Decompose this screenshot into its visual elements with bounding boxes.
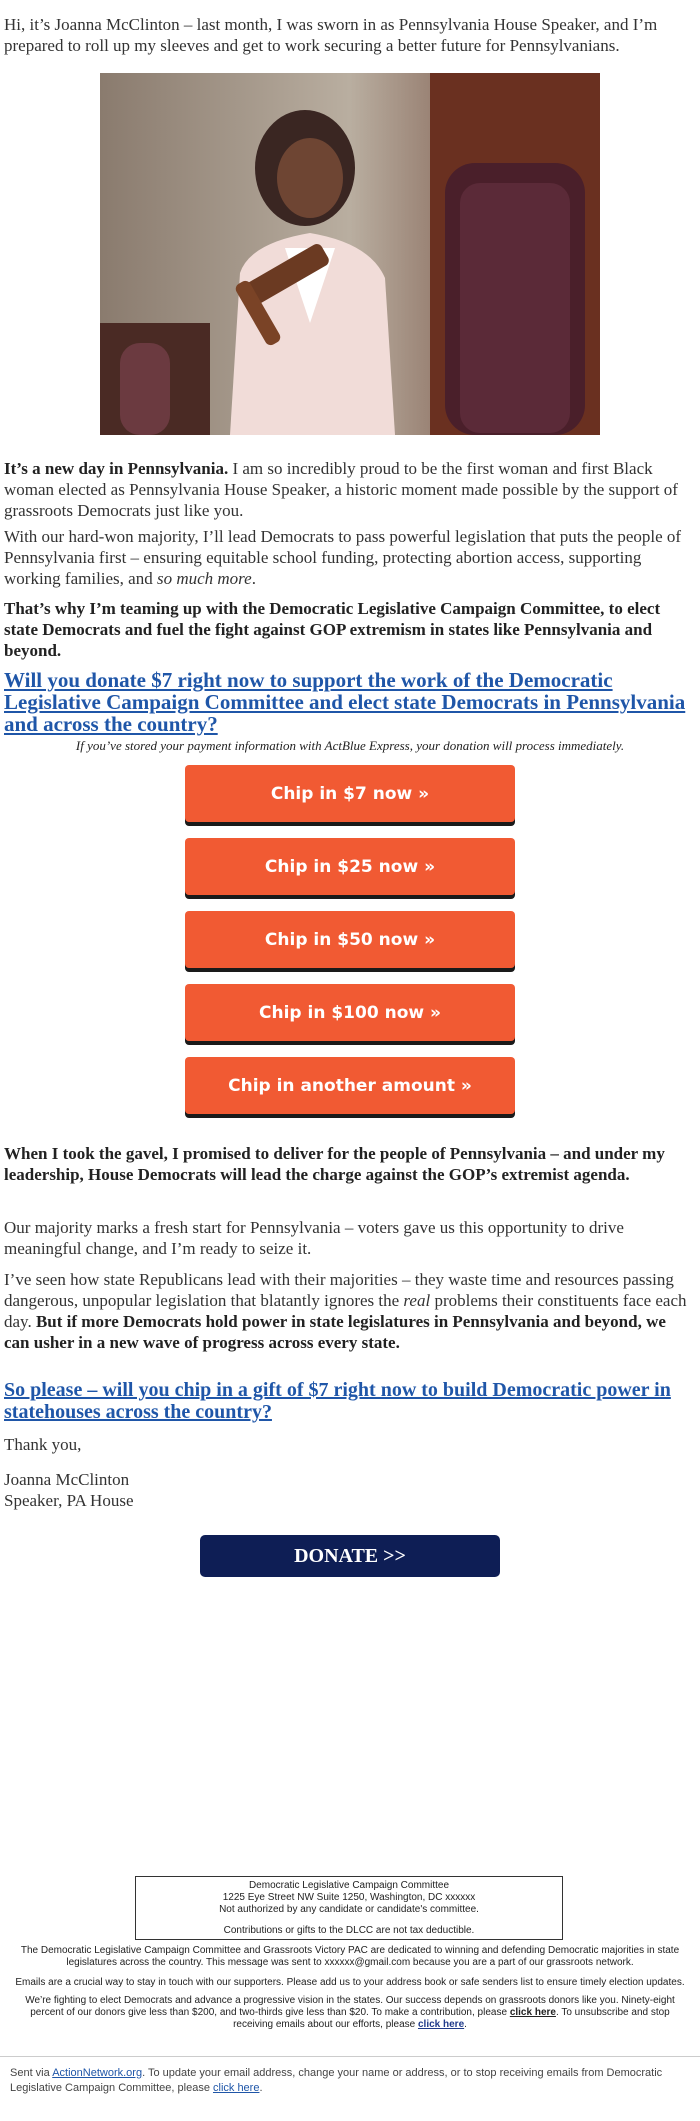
chip-100-button[interactable]: Chip in $100 now » xyxy=(185,984,515,1041)
majority-end: . xyxy=(251,569,256,588)
footer-fighting xyxy=(10,1995,690,2031)
footer-fighting-text: We’re fighting to elect Democrats and advance a progressive vision in the states. Our success depends on grassroots donors like you. Ninety-eight percent of our donors give less than $200, and two-thirds give less than $20. To make a contribution, please xyxy=(25,1995,675,2018)
update-email-link[interactable]: click here xyxy=(213,2082,260,2094)
footer-dedication: The Democratic Legislative Campaign Committee and Grassroots Victory PAC are dedicated to winning and defending Democratic majorities in state legislatures across the country. This message was sent to xxxxxx@gmail.com because you are a part of our grassroots network. xyxy=(20,1945,680,1968)
signature-title: Speaker, PA House xyxy=(4,1491,134,1510)
signature-name: Joanna McClinton xyxy=(4,1470,130,1489)
majority-italic: so much more xyxy=(156,569,252,588)
contribute-link[interactable]: click here xyxy=(509,2007,556,2018)
intro-paragraph: Hi, it’s Joanna McClinton – last month, I was sworn in as Pennsylvania House Speaker, and I’m prepared to roll up my sleeves and get to work securing a better future for Pennsylvanians. xyxy=(4,15,658,55)
speaker-photo-illustration xyxy=(100,73,600,435)
paragraph-republicans xyxy=(4,1269,694,1353)
donation-ask-link-2[interactable]: So please – will you chip in a gift of $7 right now to build Democratic power in statehouses across the country? xyxy=(4,1379,671,1423)
address-tax: Contributions or gifts to the DLCC are not tax deductible. xyxy=(223,1925,475,1936)
paragraph-gavel: When I took the gavel, I promised to deliver for the people of Pennsylvania – and under my leadership, House Democrats will lead the charge against the GOP’s extremist agenda. xyxy=(4,1144,665,1184)
thanks-text: Thank you, xyxy=(4,1435,82,1454)
majority-text: With our hard-won majority, I’ll lead Democrats to pass powerful legislation that puts the people of Pennsylvania first – ensuring equitable school funding, protecting abortion access, supporting working families, and xyxy=(4,527,682,588)
chip-7-button[interactable]: Chip in $7 now » xyxy=(185,765,515,822)
new-day-text: I am so incredibly proud to be the first woman and first Black woman elected as Pennsylvania House Speaker, a historic moment made possible by the support of grassroots Democrats just like you. xyxy=(4,459,678,520)
address-street: 1225 Eye Street NW Suite 1250, Washington, DC xxxxxx xyxy=(222,1892,476,1903)
address-auth: Not authorized by any candidate or candidate's committee. xyxy=(219,1904,479,1915)
paragraph-fresh-start: Our majority marks a fresh start for Pennsylvania – voters gave us this opportunity to drive meaningful change, and I’m ready to seize it. xyxy=(4,1218,624,1258)
sent-via-text xyxy=(10,2066,690,2096)
actblue-note: If you’ve stored your payment information with ActBlue Express, your donation will process immediately. xyxy=(75,738,625,753)
footer-fighting-text-2: . To unsubscribe and stop receiving emails about our efforts, please xyxy=(233,2007,670,2030)
actionnetwork-link[interactable]: ActionNetwork.org xyxy=(52,2067,143,2079)
paragraph-majority xyxy=(4,526,694,589)
footer-emails: Emails are a crucial way to stay in touch with our supporters. Please add us to your address book or safe senders list to ensure timely election updates. xyxy=(15,1977,685,1988)
address-org: Democratic Legislative Campaign Committee xyxy=(248,1880,450,1891)
unsubscribe-link[interactable]: click here xyxy=(417,2019,465,2030)
speaker-photo xyxy=(100,73,600,435)
republicans-text-2: problems their constituents face each day. xyxy=(4,1291,687,1331)
footer-divider xyxy=(0,2056,700,2057)
republicans-text: I’ve seen how state Republicans lead with their majorities – they waste time and resources passing dangerous, unpopular legislation that blatantly ignores the xyxy=(4,1270,674,1310)
paragraph-new-day xyxy=(4,458,694,521)
republicans-bold: But if more Democrats hold power in state legislatures in Pennsylvania and beyond, we can usher in a new wave of progress across every state. xyxy=(4,1312,666,1352)
address-box xyxy=(135,1876,563,1940)
donation-ask-link[interactable]: Will you donate $7 right now to support the work of the Democratic Legislative Campaign Committee and elect state Democrats in Pennsylvania and across the country? xyxy=(4,668,686,736)
paragraph-teaming-up: That’s why I’m teaming up with the Democratic Legislative Campaign Committee, to elect state Democrats and fuel the fight against GOP extremism in states like Pennsylvania and beyond. xyxy=(4,599,661,660)
chip-other-button[interactable]: Chip in another amount » xyxy=(185,1057,515,1114)
republicans-italic: real xyxy=(403,1291,431,1310)
chip-50-button[interactable]: Chip in $50 now » xyxy=(185,911,515,968)
sent-via-middle: . To update your email address, change your name or address, or to stop receiving emails from Democratic Legislative Campaign Committee, please xyxy=(10,2067,663,2094)
chip-25-button[interactable]: Chip in $25 now » xyxy=(185,838,515,895)
new-day-lead: It’s a new day in Pennsylvania. xyxy=(4,459,229,478)
donate-button[interactable]: DONATE >> xyxy=(200,1535,500,1577)
sent-via-prefix: Sent via xyxy=(10,2067,53,2079)
sent-via-end: . xyxy=(259,2082,263,2094)
footer-fighting-end: . xyxy=(464,2019,467,2030)
